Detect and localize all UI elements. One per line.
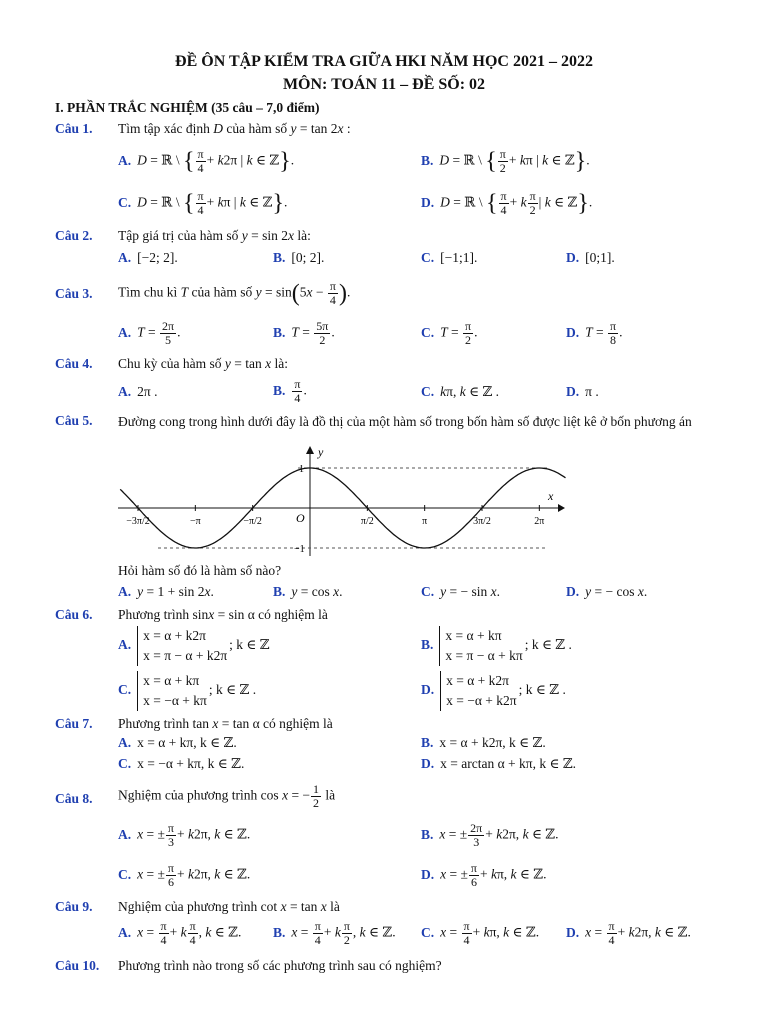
option-b: B. x = ± $\frac{2\pi}{3}$ + k2π, k ∈ ℤ.: [421, 821, 559, 849]
option-b: B. $\frac{\pi}{4}$ .: [273, 377, 307, 405]
question-label: Câu 6.: [55, 607, 93, 622]
question-label: Câu 7.: [55, 716, 93, 731]
question-text: Tìm chu kì T của hàm số y = sin(5x − $\frac{\pi}{4}$ ).: [118, 279, 351, 307]
option-c: C. [−1;1].: [421, 250, 478, 265]
option-a: A.x = α + k2π x = π − α + k2π; k ∈ ℤ: [118, 626, 270, 666]
document-subtitle: MÔN: TOÁN 11 – ĐỀ SỐ: 02: [282, 76, 486, 93]
option-b: B. y = cos x.: [273, 584, 343, 599]
option-d: D. T = $\frac{\pi}{8}$ .: [566, 319, 623, 347]
question-label: Câu 9.: [55, 899, 93, 914]
question-label: Câu 4.: [55, 356, 93, 371]
option-d: D. D = ℝ \ { $\frac{\pi}{4}$ + k $\frac{\pi}{2}$ | k ∈ ℤ}.: [421, 189, 593, 217]
question-label: Câu 5.: [55, 413, 93, 428]
question-text: Nghiệm của phương trình cot x = tan x là: [118, 899, 340, 914]
question-label: Câu 8.: [55, 791, 93, 806]
option-d: D. x = ± $\frac{\pi}{6}$ + kπ, k ∈ ℤ.: [421, 861, 547, 889]
question-text: Tập giá trị của hàm số y = sin 2x là:: [118, 228, 311, 243]
x-tick-label: −3π/2: [126, 516, 150, 527]
x-tick-label: −π: [189, 516, 201, 527]
x-tick-label: 2π: [534, 516, 545, 527]
option-d: D. [0;1].: [566, 250, 615, 265]
question-label: Câu 2.: [55, 228, 93, 243]
x-tick-label: −π/2: [243, 516, 262, 527]
question-label: Câu 10.: [55, 958, 100, 973]
option-d: D. π .: [566, 384, 599, 399]
option-b: B.x = α + kπ x = π − α + kπ; k ∈ ℤ .: [421, 626, 572, 666]
question-text: Phương trình nào trong số các phương trình sau có nghiệm?: [118, 958, 442, 973]
option-d: D. x = $\frac{\pi}{4}$ + k2π, k ∈ ℤ.: [566, 919, 691, 947]
question-label: Câu 1.: [55, 121, 93, 136]
option-b: B. D = ℝ \ { $\frac{\pi}{2}$ + kπ | k ∈ ℤ}.: [421, 147, 590, 175]
option-d: D. y = − cos x.: [566, 584, 648, 599]
question-label: Câu 3.: [55, 286, 93, 301]
section-heading: I. PHẦN TRẮC NGHIỆM (35 câu – 7,0 điểm): [55, 100, 320, 115]
question-text: Chu kỳ của hàm số y = tan x là:: [118, 356, 288, 371]
x-tick-label: 3π/2: [473, 516, 491, 527]
option-a: A. x = ± $\frac{\pi}{3}$ + k2π, k ∈ ℤ.: [118, 821, 251, 849]
option-a: A. x = $\frac{\pi}{4}$ + k $\frac{\pi}{4}$ , k ∈ ℤ.: [118, 919, 242, 947]
x-tick-label: π/2: [360, 516, 374, 527]
y-axis-label: y: [318, 445, 324, 459]
option-b: B. x = $\frac{\pi}{4}$ + k $\frac{\pi}{2}$ , k ∈ ℤ.: [273, 919, 396, 947]
option-c: C. x = ± $\frac{\pi}{6}$ + k2π, k ∈ ℤ.: [118, 861, 251, 889]
option-a: A. x = α + kπ, k ∈ ℤ.: [118, 735, 237, 750]
origin-label: O: [296, 511, 305, 525]
x-axis-arrow: [558, 504, 565, 512]
option-c: C. x = $\frac{\pi}{4}$ + kπ, k ∈ ℤ.: [421, 919, 540, 947]
question-text-2: Hỏi hàm số đó là hàm số nào?: [118, 563, 282, 578]
y-tick-label: 1: [299, 464, 304, 475]
cosine-graph: [118, 444, 568, 558]
option-c: C. y = − sin x.: [421, 584, 500, 599]
y-tick-label: −1: [294, 544, 305, 555]
option-c: C.x = α + kπ x = −α + kπ; k ∈ ℤ .: [118, 671, 256, 711]
option-c: C. T = $\frac{\pi}{2}$ .: [421, 319, 478, 347]
document-title: ĐỀ ÔN TẬP KIỂM TRA GIỮA HKI NĂM HỌC 2021 – 2022: [175, 53, 593, 70]
option-b: B. x = α + k2π, k ∈ ℤ.: [421, 735, 546, 750]
option-d: D.x = α + k2π x = −α + k2π; k ∈ ℤ .: [421, 671, 566, 711]
option-a: A. D = ℝ \ { $\frac{\pi}{4}$ + k2π | k ∈ ℤ}.: [118, 147, 295, 175]
option-a: A. [−2; 2].: [118, 250, 178, 265]
y-axis-arrow: [306, 446, 314, 454]
question-text: Phương trình sinx = sin α có nghiệm là: [118, 607, 328, 622]
option-b: B. [0; 2].: [273, 250, 325, 265]
question-text: Phương trình tan x = tan α có nghiệm là: [118, 716, 333, 731]
x-tick-label: π: [422, 516, 428, 527]
option-b: B. T = $\frac{5\pi}{2}$ .: [273, 319, 335, 347]
question-text: Nghiệm của phương trình cos x = − $\frac{1}{2}$ là: [118, 782, 336, 810]
x-axis-label: x: [548, 489, 554, 503]
option-a: A. y = 1 + sin 2x.: [118, 584, 214, 599]
option-c: C. kπ, k ∈ ℤ .: [421, 384, 500, 399]
option-c: C. x = −α + kπ, k ∈ ℤ.: [118, 756, 245, 771]
option-a: A. T = $\frac{2\pi}{5}$ .: [118, 319, 181, 347]
option-c: C. D = ℝ \ { $\frac{\pi}{4}$ + kπ | k ∈ ℤ}.: [118, 189, 288, 217]
question-text: Đường cong trong hình dưới đây là đồ thị của một hàm số trong bốn hàm số được liệt kê ở bốn phương án: [118, 414, 692, 429]
question-text: Tìm tập xác định D của hàm số y = tan 2x :: [118, 121, 351, 136]
option-a: A. 2π .: [118, 384, 158, 399]
option-d: D. x = arctan α + kπ, k ∈ ℤ.: [421, 756, 577, 771]
